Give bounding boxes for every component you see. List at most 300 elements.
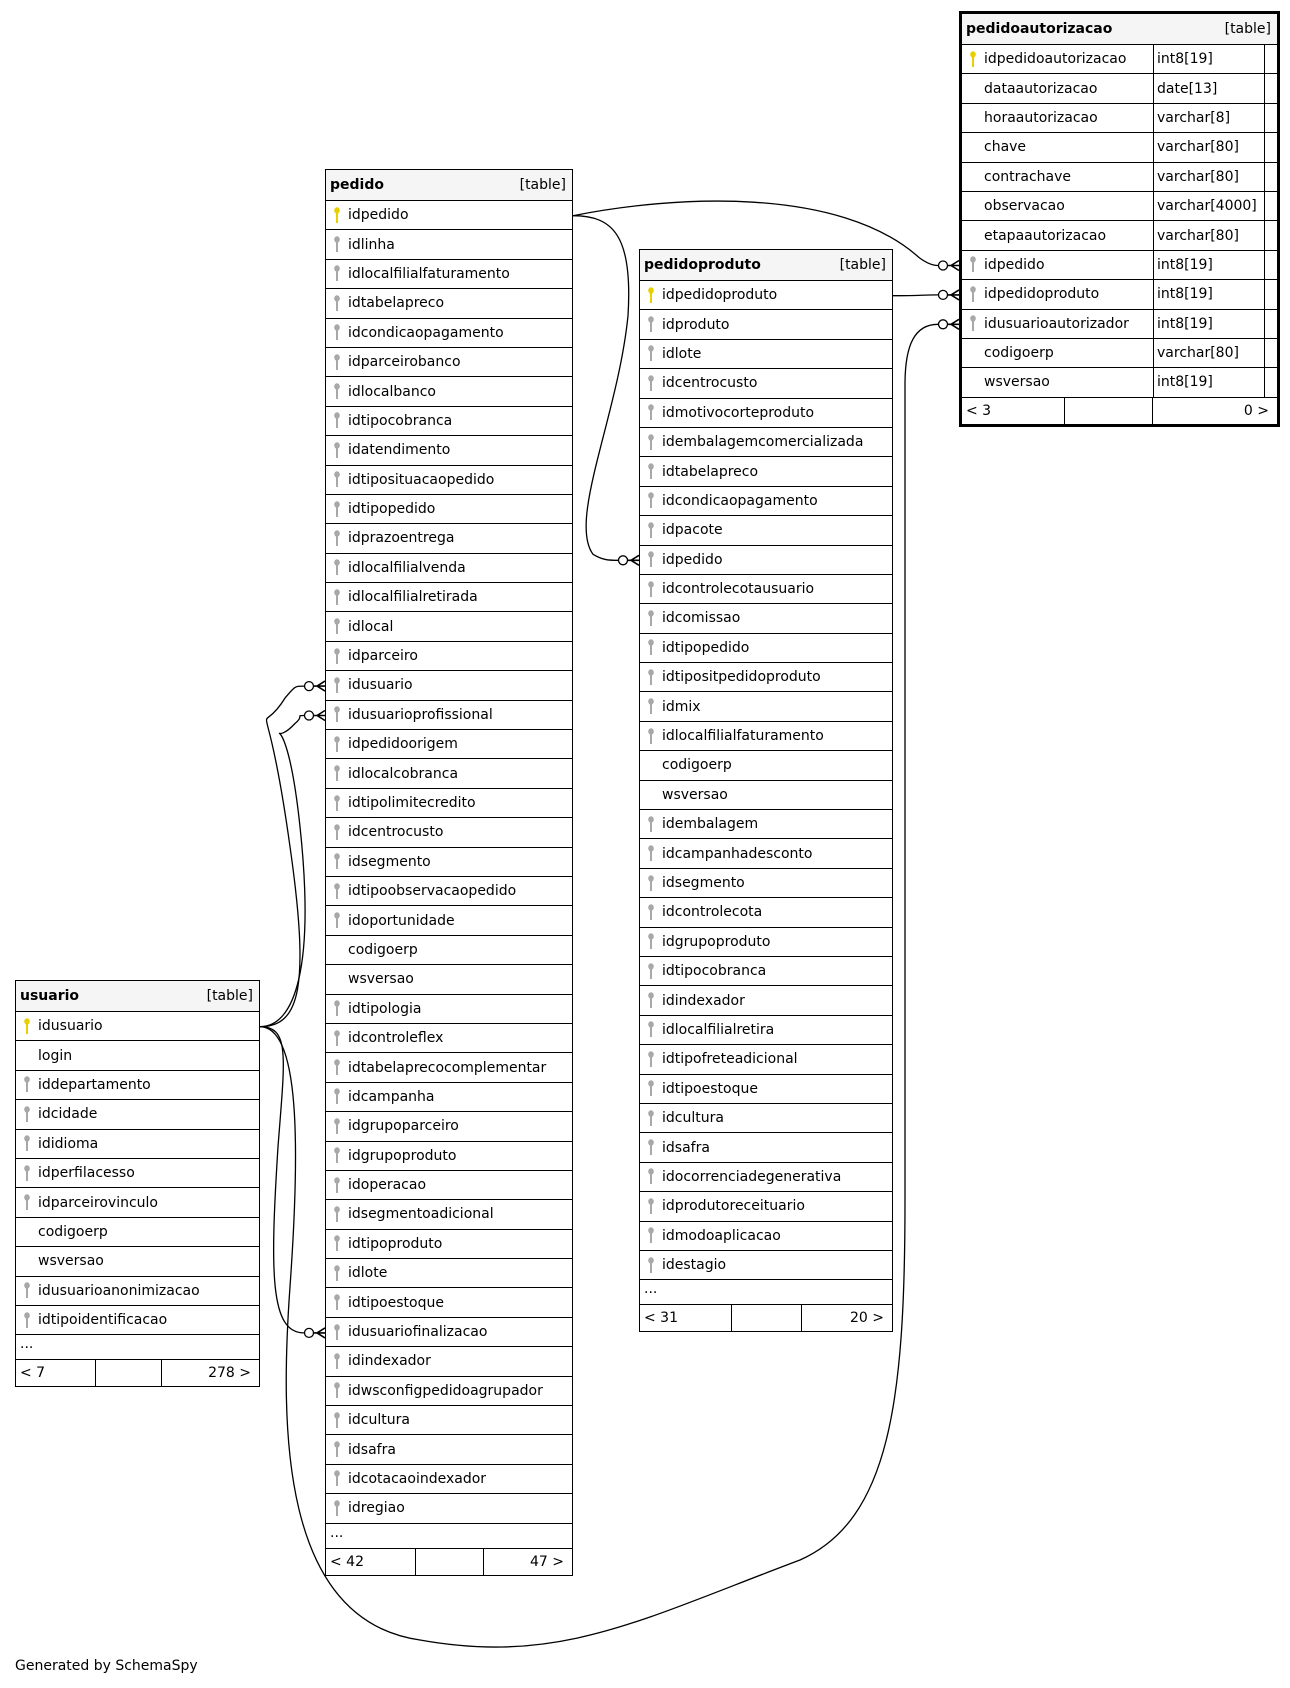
table-header [640,250,892,281]
column-row-idsegmento[interactable] [640,869,892,898]
column-row-iddepartamento[interactable] [16,1071,259,1100]
foreign-key-icon [640,1168,662,1185]
foreign-key-icon [326,236,348,253]
foreign-key-icon [326,883,348,900]
parents-count[interactable]: < 7 [16,1360,96,1386]
parents-count[interactable]: < 42 [326,1549,416,1575]
column-row-idsegmento[interactable] [326,848,572,877]
column-name: idregiao [348,1500,405,1517]
column-row-wsversao[interactable] [16,1247,259,1276]
foreign-key-icon [326,1147,348,1164]
column-name: idpedido [662,551,723,568]
column-row-chave[interactable] [962,133,1277,162]
foreign-key-icon [16,1135,38,1152]
column-row-idprazoentrega[interactable] [326,524,572,553]
column-name: idtabelaprecocomplementar [348,1059,547,1076]
column-row-contrachave[interactable] [962,163,1277,192]
foreign-key-icon [640,728,662,745]
column-row-idtipocobranca[interactable] [640,957,892,986]
foreign-key-icon [16,1194,38,1211]
column-name: idpedidoorigem [348,736,458,753]
column-name: idindexador [662,992,745,1009]
foreign-key-icon [16,1312,38,1329]
column-name: idpedido [348,207,409,224]
column-name: idmotivocorteproduto [662,404,815,421]
column-row-idtiposituacaopedido[interactable] [326,466,572,495]
column-name: wsversao [984,374,1050,391]
column-name: idsegmentoadicional [348,1206,494,1223]
column-row-idlocal[interactable] [326,612,572,641]
column-row-idpedido[interactable] [326,201,572,230]
column-name: idsegmento [348,853,431,870]
column-name: idusuario [38,1018,103,1035]
children-count[interactable]: 278 > [208,1365,251,1382]
column-row-idparceirobanco[interactable] [326,348,572,377]
parents-count[interactable]: < 31 [640,1305,732,1331]
column-name: idparceirovinculo [38,1194,158,1211]
foreign-key-icon [640,992,662,1009]
column-row-idsafra[interactable] [326,1435,572,1464]
column-row-idtipofreteadicional[interactable] [640,1045,892,1074]
foreign-key-icon [326,1177,348,1194]
column-name: idtipolimitecredito [348,795,476,811]
column-row-idcentrocusto[interactable] [326,818,572,847]
foreign-key-icon [326,765,348,782]
column-name: horaautorizacao [984,109,1098,126]
column-row-idgrupoproduto[interactable] [326,1142,572,1171]
crowfoot-pedido-idusuario [305,681,326,691]
column-row-idmix[interactable] [640,692,892,721]
column-row-idtipositpedidoproduto[interactable] [640,663,892,692]
table-pedidoproduto[interactable] [639,249,893,1332]
footer-spacer [96,1360,162,1386]
foreign-key-icon [640,581,662,598]
column-name: idcondicaopagamento [662,492,818,509]
column-name: idparceiro [348,648,418,665]
table-footer [16,1360,259,1386]
column-name: idlocal [348,618,394,635]
foreign-key-icon [326,1000,348,1017]
foreign-key-icon [326,1265,348,1282]
column-row-idusuario[interactable] [326,671,572,700]
foreign-key-icon [640,669,662,686]
column-name: idsafra [662,1139,710,1156]
foreign-key-icon [326,412,348,429]
column-type: date[13] [1153,74,1265,102]
column-row-idperfilacesso[interactable] [16,1159,259,1188]
column-row-idtipopedido[interactable] [640,634,892,663]
column-row-idatendimento[interactable] [326,436,572,465]
column-row-idgrupoproduto[interactable] [640,928,892,957]
column-row-idpacote[interactable] [640,516,892,545]
column-row-codigoerp[interactable] [962,339,1277,368]
column-name: etapaautorizacao [984,227,1107,244]
column-name: idembalagemcomercializada [662,434,864,451]
column-name: wsversao [662,786,728,803]
primary-key-icon [640,287,662,304]
column-row-login[interactable] [16,1041,259,1070]
column-row-idcultura[interactable] [326,1406,572,1435]
column-name: idembalagem [662,816,759,833]
column-name: idcomissao [662,610,741,627]
column-name: idcultura [348,1412,410,1429]
column-row-idpedidoorigem[interactable] [326,730,572,759]
column-row-idprodutoreceituario[interactable] [640,1192,892,1221]
column-row-idtipoobservacaopedido[interactable] [326,877,572,906]
column-row-wsversao[interactable] [326,965,572,994]
column-row-wsversao[interactable] [640,781,892,810]
column-name: idcampanha [348,1088,435,1105]
column-row-idcidade[interactable] [16,1100,259,1129]
edge-usuario-pedido-idusuario [260,686,304,1027]
column-row-idcondicaopagamento[interactable] [640,487,892,516]
column-row-idmodoaplicacao[interactable] [640,1222,892,1251]
primary-key-icon [16,1018,38,1035]
column-row-idcontrolecotausuario[interactable] [640,575,892,604]
foreign-key-icon [640,933,662,950]
foreign-key-icon [640,492,662,509]
foreign-key-icon [326,706,348,723]
column-row-idlocalbanco[interactable] [326,377,572,406]
column-name: login [38,1047,73,1064]
edge-usuario-pedido-idusuarioprofissional [260,716,305,1027]
column-row-idcultura[interactable] [640,1104,892,1133]
column-name: idtiposituacaopedido [348,471,495,488]
column-row-idcondicaopagamento[interactable] [326,319,572,348]
children-count[interactable]: 47 > [530,1553,564,1570]
column-name: idsafra [348,1441,396,1458]
foreign-key-icon [326,1235,348,1252]
column-name: idcontroleflex [348,1030,444,1047]
foreign-key-icon [326,677,348,694]
crowfoot-pedido-idusuariofinalizacao [305,1328,326,1338]
column-row-idlocalfilialretira[interactable] [640,1016,892,1045]
foreign-key-icon [326,442,348,459]
column-row-idcontroleflex[interactable] [326,1024,572,1053]
column-row-idusuarioprofissional[interactable] [326,701,572,730]
table-footer [962,398,1277,424]
foreign-key-icon [16,1076,38,1093]
column-row-idembalagem[interactable] [640,810,892,839]
foreign-key-icon [640,845,662,862]
table-type-label: [table] [1224,21,1271,37]
foreign-key-icon [640,875,662,892]
crowfoot-pedidoautorizacao-idpedido [939,261,960,271]
foreign-key-icon [326,795,348,812]
foreign-key-icon [640,1198,662,1215]
column-name: idtipoidentificacao [38,1312,168,1329]
column-row-idembalagemcomercializada[interactable] [640,428,892,457]
column-row-idregiao[interactable] [326,1494,572,1523]
column-row-idcampanha[interactable] [326,1083,572,1112]
column-row-idlote[interactable] [640,340,892,369]
foreign-key-icon [640,375,662,392]
column-row-idindexador[interactable] [640,986,892,1015]
column-name: idtabelapreco [662,463,759,480]
column-row-idcotacaoindexador[interactable] [326,1465,572,1494]
column-name: idtipositpedidoproduto [662,669,821,686]
column-row-idsafra[interactable] [640,1133,892,1162]
column-row-idtipoestoque[interactable] [326,1288,572,1317]
foreign-key-icon [640,345,662,362]
foreign-key-icon [326,1088,348,1105]
column-row-idoportunidade[interactable] [326,906,572,935]
column-name: idlocalfilialfaturamento [348,265,510,282]
column-name: chave [984,139,1027,156]
column-row-idlocalfilialvenda[interactable] [326,554,572,583]
column-row-idtipopedido[interactable] [326,495,572,524]
table-pedido[interactable] [325,169,573,1576]
table-pedidoautorizacao[interactable] [959,11,1280,427]
column-row-idusuarioautorizador[interactable] [962,310,1277,339]
column-row-idmotivocorteproduto[interactable] [640,399,892,428]
column-row-idlinha[interactable] [326,230,572,259]
column-type: int8[19] [1153,45,1265,73]
table-usuario[interactable] [15,980,260,1387]
column-name: idperfilacesso [38,1165,135,1182]
column-row-codigoerp[interactable] [16,1218,259,1247]
foreign-key-icon [326,824,348,841]
foreign-key-icon [16,1165,38,1182]
column-name: idmix [662,698,701,715]
column-name: idgrupoparceiro [348,1118,459,1135]
column-name: idparceirobanco [348,354,461,371]
column-name: idwsconfigpedidoagrupador [348,1382,543,1399]
column-type: varchar[80] [1153,339,1265,367]
column-row-ididioma[interactable] [16,1130,259,1159]
footer-spacer [416,1549,484,1575]
foreign-key-icon [326,589,348,606]
table-type-label: [table] [519,177,566,193]
foreign-key-icon [16,1106,38,1123]
column-row-idlocalfilialfaturamento[interactable] [640,722,892,751]
column-row-codigoerp[interactable] [640,751,892,780]
foreign-key-icon [640,1051,662,1068]
more-columns-indicator[interactable]: ... [16,1335,259,1360]
column-name: idoperacao [348,1177,427,1194]
foreign-key-icon [326,295,348,312]
column-row-idlocalfilialfaturamento[interactable] [326,260,572,289]
table-header [16,981,259,1012]
column-name: idestagio [662,1257,727,1274]
column-name: idusuarioprofissional [348,706,493,723]
foreign-key-icon [640,404,662,421]
column-row-idwsconfigpedidoagrupador[interactable] [326,1377,572,1406]
column-name: idusuarioautorizador [984,315,1129,332]
column-name: idtipoestoque [348,1294,444,1311]
footer-spacer [1065,398,1153,424]
foreign-key-icon [326,1294,348,1311]
foreign-key-icon [326,324,348,341]
table-footer [326,1549,572,1575]
column-row-idtabelapreco[interactable] [640,457,892,486]
table-name[interactable]: usuario [20,988,80,1004]
column-row-observacao[interactable] [962,192,1277,221]
column-row-idpedidoautorizacao[interactable] [962,45,1277,74]
foreign-key-icon [326,736,348,753]
crowfoot-pedidoautorizacao-idpedidoproduto [939,290,960,300]
column-name: dataautorizacao [984,80,1098,97]
column-name: idcotacaoindexador [348,1470,487,1487]
column-name: idtabelapreco [348,295,445,312]
crowfoot-pedido-idusuarioprofissional [305,711,326,721]
column-row-idpedidoproduto[interactable] [640,281,892,310]
column-name: idusuariofinalizacao [348,1324,488,1341]
column-name: idlocalcobranca [348,765,459,782]
foreign-key-icon [326,354,348,371]
column-row-idusuarioanonimizacao[interactable] [16,1277,259,1306]
column-type: int8[19] [1153,310,1265,338]
column-row-wsversao[interactable] [962,368,1277,397]
table-name[interactable]: pedido [330,177,384,193]
column-row-horaautorizacao[interactable] [962,104,1277,133]
column-name: idlote [348,1265,388,1282]
foreign-key-icon [962,286,984,303]
column-row-idusuario[interactable] [16,1012,259,1041]
column-name: codigoerp [984,345,1054,362]
edge-pedidoproduto-pedidoautorizacao-idpedidoproduto [893,295,938,296]
primary-key-icon [326,207,348,224]
column-row-idindexador[interactable] [326,1347,572,1376]
foreign-key-icon [962,256,984,273]
foreign-key-icon [640,963,662,980]
column-name: idocorrenciadegenerativa [662,1168,842,1185]
column-row-idlocalcobranca[interactable] [326,759,572,788]
column-name: idcultura [662,1110,724,1127]
column-row-idtipoproduto[interactable] [326,1230,572,1259]
children-count[interactable]: 20 > [850,1310,884,1327]
table-type-label: [table] [206,988,253,1004]
column-row-idcontrolecota[interactable] [640,898,892,927]
column-row-idusuariofinalizacao[interactable] [326,1318,572,1347]
crowfoot-pedidoautorizacao-idusuarioautorizador [939,319,960,329]
primary-key-icon [962,51,984,68]
column-name: idproduto [662,316,730,333]
column-name: idcidade [38,1106,98,1123]
column-type: int8[19] [1153,280,1265,308]
column-name: codigoerp [662,757,732,774]
parents-count[interactable]: < 3 [962,398,1065,424]
column-name: idcontrolecota [662,904,763,921]
crowfoot-pedidoproduto-idpedido [619,555,640,565]
foreign-key-icon [640,816,662,833]
column-name: idlinha [348,236,395,253]
foreign-key-icon [326,559,348,576]
generated-by-footer: Generated by SchemaSpy [15,1658,198,1674]
foreign-key-icon [326,1412,348,1429]
column-row-idtabelaprecocomplementar[interactable] [326,1053,572,1082]
column-name: observacao [984,198,1065,215]
column-name: idusuario [348,677,413,694]
table-name[interactable]: pedidoautorizacao [966,21,1113,37]
column-name: idpacote [662,522,723,539]
column-name: idatendimento [348,442,451,459]
column-name: idprodutoreceituario [662,1198,805,1215]
column-row-codigoerp[interactable] [326,936,572,965]
column-name: idpedido [984,256,1045,273]
column-row-idoperacao[interactable] [326,1171,572,1200]
column-row-idparceiro[interactable] [326,642,572,671]
foreign-key-icon [326,1118,348,1135]
table-header [962,14,1277,45]
column-name: idlote [662,345,702,362]
foreign-key-icon [326,1470,348,1487]
foreign-key-icon [326,1059,348,1076]
table-name[interactable]: pedidoproduto [644,257,761,273]
column-row-dataautorizacao[interactable] [962,74,1277,103]
column-name: idgrupoproduto [348,1147,457,1164]
column-row-idocorrenciadegenerativa[interactable] [640,1163,892,1192]
foreign-key-icon [326,1382,348,1399]
column-row-idestagio[interactable] [640,1251,892,1280]
column-name: idtipoproduto [348,1235,443,1252]
column-name: idusuarioanonimizacao [38,1282,200,1299]
more-columns-indicator[interactable]: ... [326,1524,572,1549]
foreign-key-icon [16,1282,38,1299]
column-name: codigoerp [348,941,418,958]
column-name: idtipopedido [662,639,750,656]
column-name: idindexador [348,1353,431,1370]
column-name: idprazoentrega [348,530,455,547]
column-name: idlocalbanco [348,383,436,400]
column-row-idsegmentoadicional[interactable] [326,1200,572,1229]
column-row-idlocalfilialretirada[interactable] [326,583,572,612]
column-row-idgrupoparceiro[interactable] [326,1112,572,1141]
column-row-idtipolimitecredito[interactable] [326,789,572,818]
foreign-key-icon [640,1257,662,1274]
foreign-key-icon [326,1500,348,1517]
foreign-key-icon [326,265,348,282]
column-row-idlote[interactable] [326,1259,572,1288]
column-row-etapaautorizacao[interactable] [962,221,1277,250]
more-columns-indicator[interactable]: ... [640,1280,892,1305]
foreign-key-icon [640,1021,662,1038]
column-type: varchar[80] [1153,133,1265,161]
column-row-idcampanhadesconto[interactable] [640,839,892,868]
column-name: codigoerp [38,1223,108,1240]
column-name: idgrupoproduto [662,933,771,950]
column-row-idpedido[interactable] [640,546,892,575]
column-row-idcentrocusto[interactable] [640,369,892,398]
table-footer [640,1305,892,1331]
column-row-idpedido[interactable] [962,251,1277,280]
column-type: int8[19] [1153,368,1265,396]
foreign-key-icon [326,853,348,870]
column-name: idcondicaopagamento [348,324,504,341]
column-name: idoportunidade [348,912,455,929]
foreign-key-icon [640,434,662,451]
column-row-idtipocobranca[interactable] [326,407,572,436]
column-row-idtabelapreco[interactable] [326,289,572,318]
column-row-idcomissao[interactable] [640,604,892,633]
column-row-idproduto[interactable] [640,310,892,339]
column-row-idtipoestoque[interactable] [640,1075,892,1104]
foreign-key-icon [326,912,348,929]
edge-usuario-pedido-idusuariofinalizacao [260,1027,304,1333]
children-count[interactable]: 0 > [1243,402,1269,419]
column-row-idtipoidentificacao[interactable] [16,1306,259,1335]
column-row-idparceirovinculo[interactable] [16,1188,259,1217]
column-row-idtipologia[interactable] [326,995,572,1024]
column-name: idmodoaplicacao [662,1227,781,1244]
foreign-key-icon [326,618,348,635]
foreign-key-icon [640,551,662,568]
column-row-idpedidoproduto[interactable] [962,280,1277,309]
foreign-key-icon [640,610,662,627]
column-type: varchar[80] [1153,221,1265,249]
column-name: contrachave [984,168,1072,185]
column-name: wsversao [348,971,414,988]
